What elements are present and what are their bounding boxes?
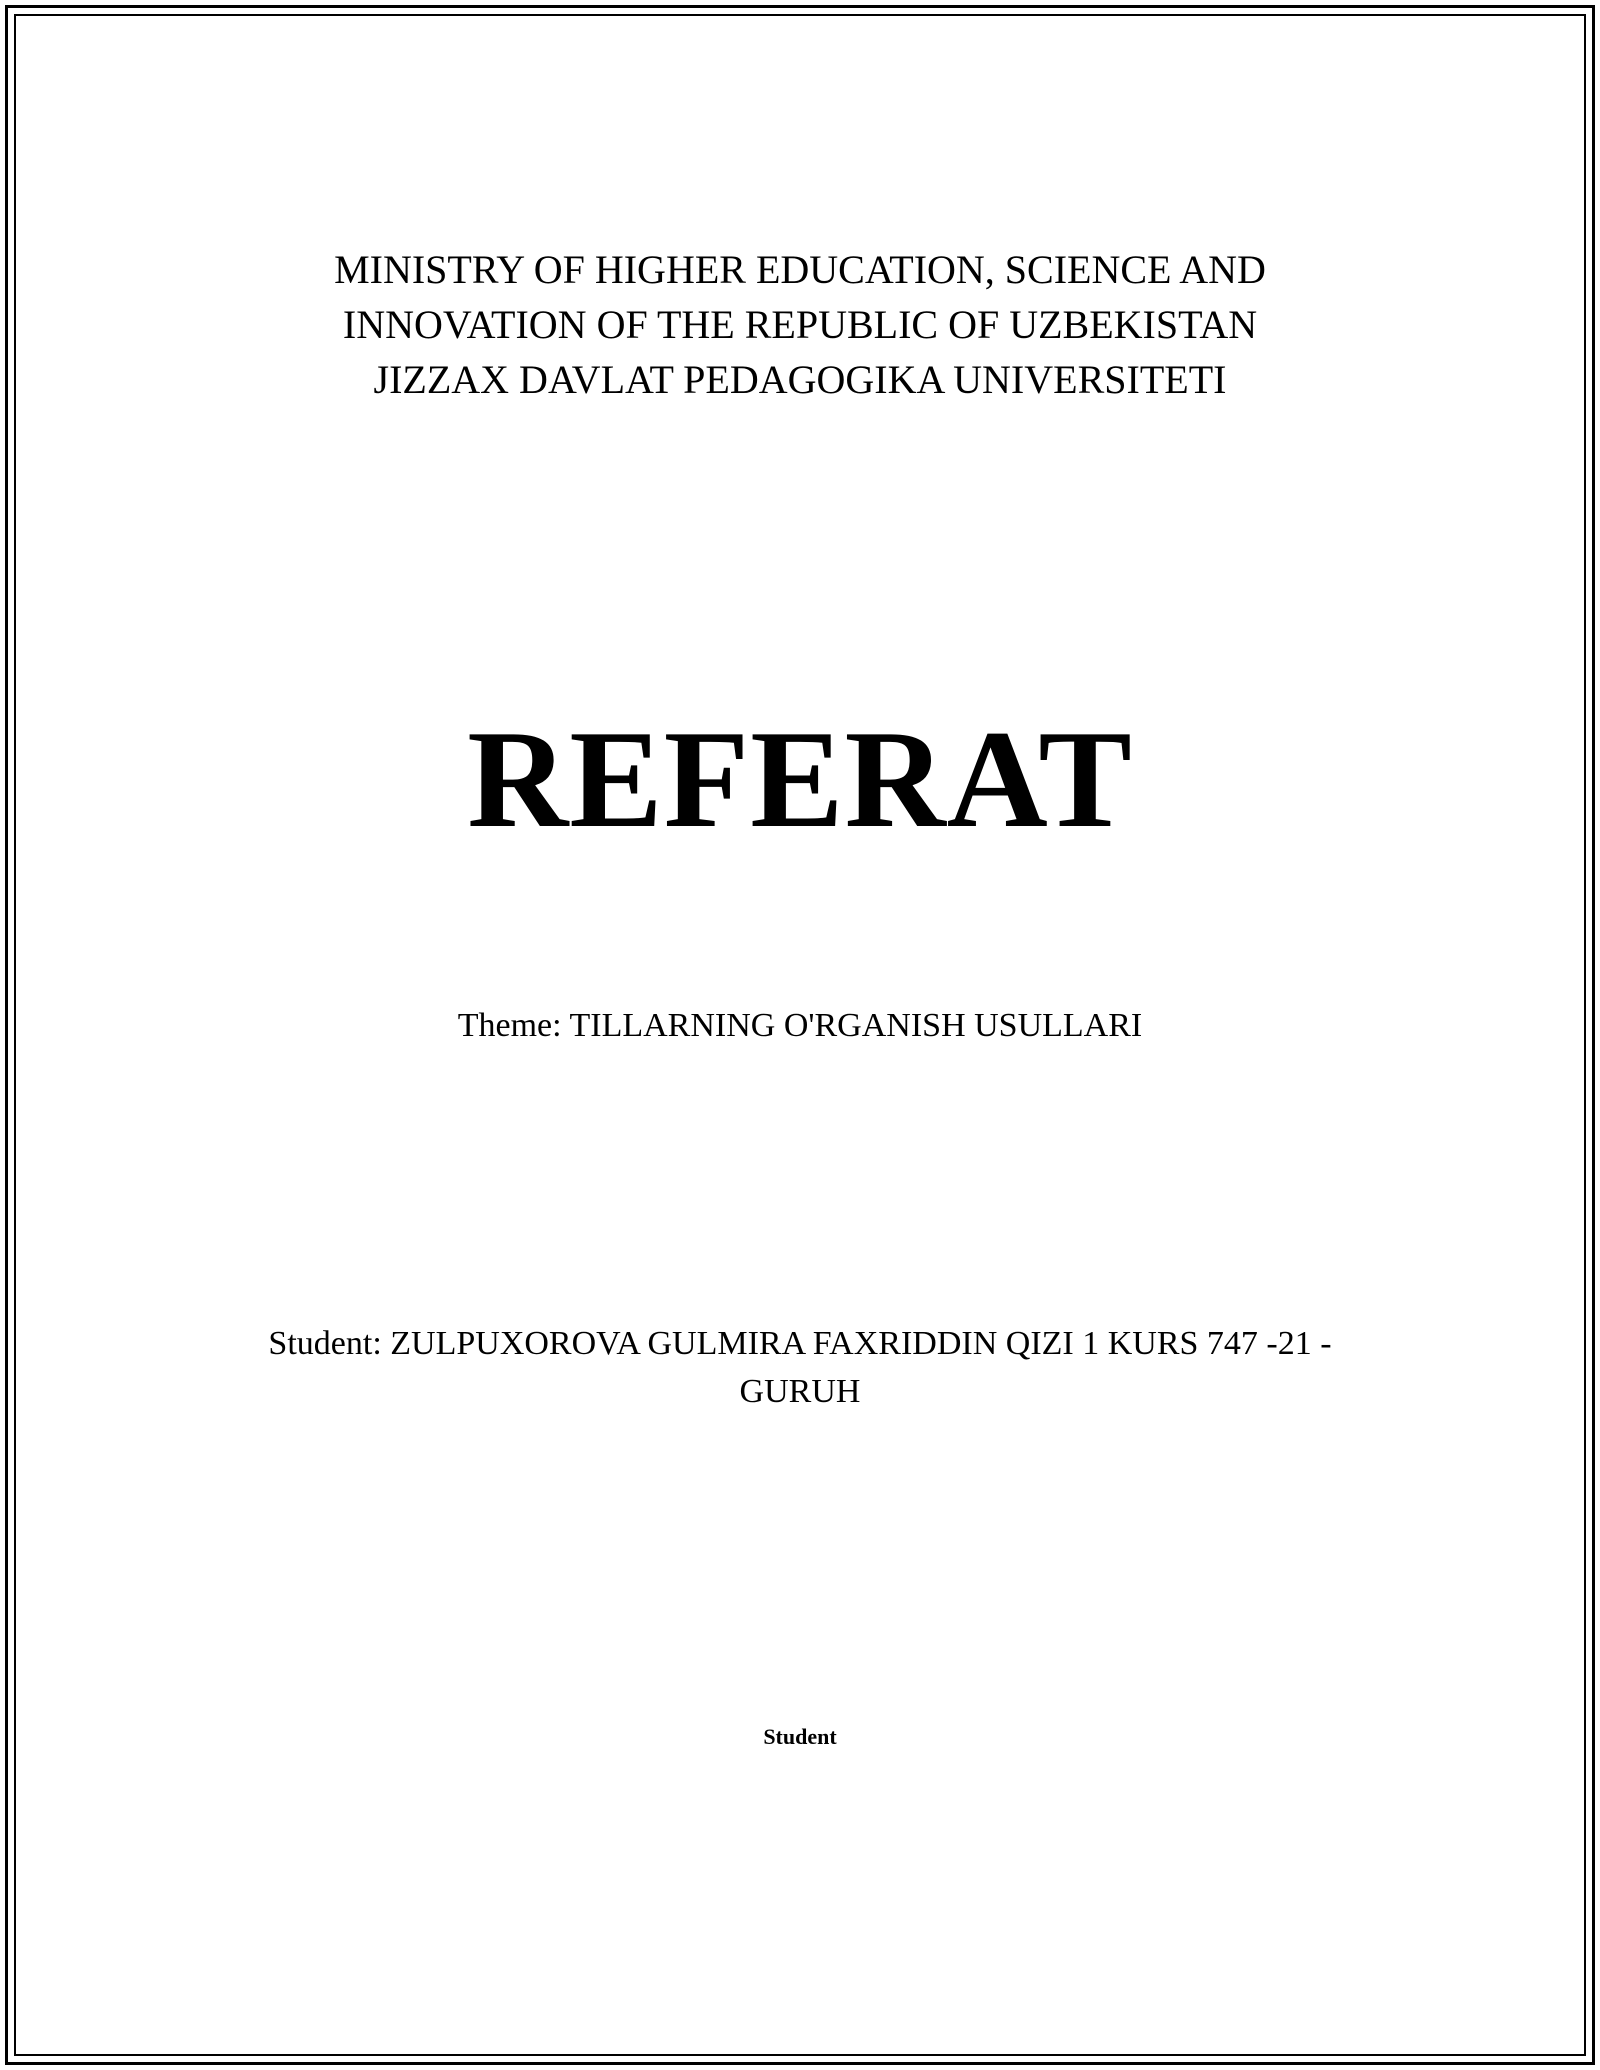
footer-student-label: Student bbox=[763, 1724, 837, 1749]
institution-header bbox=[0, 242, 1600, 407]
header-line-ministry: MINISTRY OF HIGHER EDUCATION, SCIENCE AND bbox=[334, 247, 1266, 292]
document-title: REFERAT bbox=[467, 702, 1133, 857]
theme-line: Theme: TILLARNING O'RGANISH USULLARI bbox=[457, 1007, 1143, 1044]
student-info: Student: ZULPUXOROVA GULMIRA FAXRIDDIN QIZI 1 KURS 747 -21 -GURUH bbox=[268, 1325, 1332, 1410]
header-line-innovation: INNOVATION OF THE REPUBLIC OF UZBEKISTAN bbox=[342, 302, 1258, 347]
header-line-university: JIZZAX DAVLAT PEDAGOGIKA UNIVERSITETI bbox=[373, 357, 1227, 402]
